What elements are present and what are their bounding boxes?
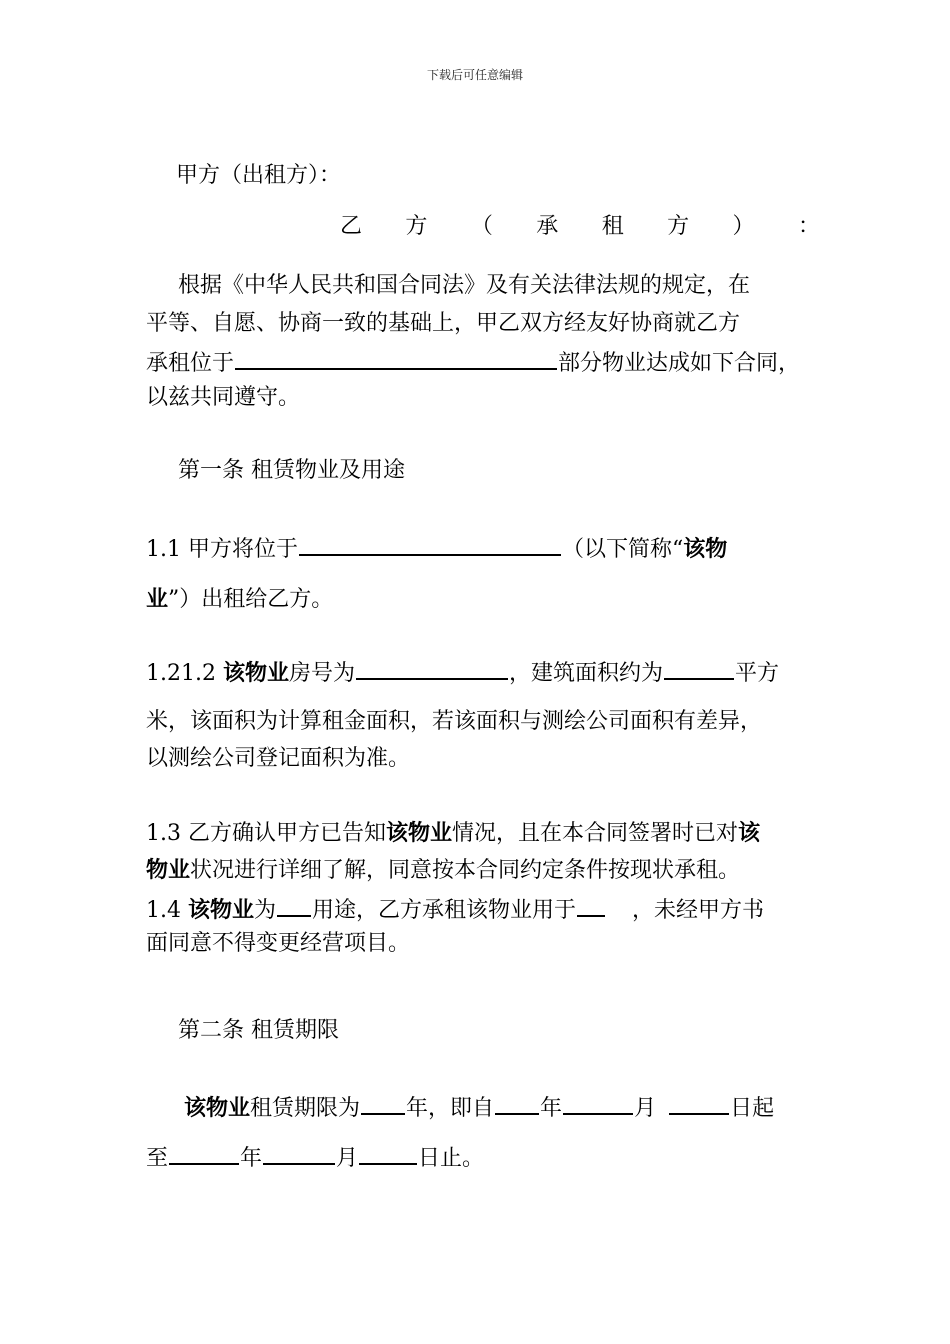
article-2-title: 第二条 租赁期限	[178, 1018, 339, 1043]
clause-text: 平方	[735, 661, 780, 686]
clause-text: （以下简称“	[561, 537, 684, 562]
clause-text: 房号为	[288, 661, 355, 686]
defined-term: 该物	[683, 536, 728, 562]
clause-1-3-line-2	[146, 855, 740, 886]
clause-text: 至	[146, 1146, 169, 1171]
party-b-label	[340, 212, 820, 242]
party-b-char: ：	[797, 214, 820, 239]
room-number-blank[interactable]	[356, 656, 508, 680]
clause-1-2-line-1	[146, 656, 779, 689]
clause-1-3-line-1	[146, 818, 760, 849]
start-day-blank[interactable]	[669, 1091, 729, 1115]
intro-line-1: 根据《中华人民共和国合同法》及有关法律法规的规定，在	[178, 273, 751, 298]
clause-text: 用途，乙方承租该物业用于	[312, 898, 577, 923]
clause-text: 日止。	[418, 1146, 485, 1171]
clause-1-4-line-1	[146, 893, 764, 926]
location-blank[interactable]	[235, 346, 557, 370]
use-blank[interactable]	[577, 893, 605, 917]
start-month-blank[interactable]	[563, 1091, 633, 1115]
clause-text: 月	[336, 1146, 359, 1171]
start-year-blank[interactable]	[495, 1091, 539, 1115]
purpose-blank[interactable]	[277, 893, 311, 917]
clause-text: 年，即自	[406, 1096, 495, 1121]
clause-text: ”）出租给乙方。	[168, 587, 334, 612]
page-header: 下载后可任意编辑	[426, 68, 523, 82]
clause-number: 1.4	[146, 898, 188, 923]
party-b-char: （	[470, 214, 493, 239]
property-location-blank[interactable]	[299, 532, 561, 556]
clause-text: 为	[254, 898, 277, 923]
defined-term: 该	[738, 820, 761, 846]
clause-text: ，建筑面积约为	[509, 661, 664, 686]
party-b-char: ）	[732, 214, 755, 239]
intro-text: 部分物业达成如下合同，	[558, 351, 801, 376]
term-line-2	[146, 1141, 484, 1174]
clause-text: 情况，且在本合同签署时已对	[452, 821, 739, 846]
party-b-char: 乙	[340, 214, 363, 239]
defined-term: 该物业	[222, 660, 289, 686]
term-line-1	[184, 1091, 774, 1124]
clause-1-1-line-1	[146, 532, 727, 565]
clause-text: ，未经甲方书	[632, 898, 765, 923]
defined-term: 物业	[146, 857, 191, 883]
party-b-char: 租	[601, 214, 624, 239]
party-a-label: 甲方（出租方）：	[176, 163, 342, 188]
clause-1-4-line-2: 面同意不得变更经营项目。	[146, 931, 411, 956]
intro-line-4: 以兹共同遵守。	[146, 385, 301, 410]
defined-term: 该物业	[385, 820, 452, 846]
party-b-char: 承	[536, 214, 559, 239]
clause-text: 年	[540, 1096, 563, 1121]
end-day-blank[interactable]	[359, 1141, 417, 1165]
clause-1-2-line-2: 米，该面积为计算租金面积，若该面积与测绘公司面积有差异，	[146, 709, 763, 734]
end-year-blank[interactable]	[169, 1141, 239, 1165]
clause-1-1-line-2	[146, 584, 333, 615]
party-b-char: 方	[667, 214, 690, 239]
intro-text: 承租位于	[146, 351, 235, 376]
clause-text: 1.1 甲方将位于	[146, 537, 298, 562]
clause-text: 1.3 乙方确认甲方已告知	[146, 821, 386, 846]
defined-term: 该物业	[187, 897, 254, 923]
clause-text: 状况进行详细了解，同意按本合同约定条件按现状承租。	[190, 858, 741, 883]
article-1-title: 第一条 租赁物业及用途	[178, 458, 405, 483]
intro-line-3	[146, 346, 800, 379]
party-b-char: 方	[405, 214, 428, 239]
defined-term: 业	[146, 586, 169, 612]
area-blank[interactable]	[664, 656, 734, 680]
end-month-blank[interactable]	[263, 1141, 335, 1165]
clause-text: 月	[634, 1096, 657, 1121]
clause-number: 1.21.2	[146, 661, 223, 686]
clause-text: 年	[240, 1146, 263, 1171]
clause-text: 日起	[730, 1096, 775, 1121]
intro-line-2: 平等、自愿、协商一致的基础上，甲乙双方经友好协商就乙方	[146, 311, 741, 336]
lease-years-blank[interactable]	[361, 1091, 405, 1115]
clause-1-2-line-3: 以测绘公司登记面积为准。	[146, 746, 411, 771]
defined-term: 该物业	[184, 1095, 251, 1121]
clause-text: 租赁期限为	[250, 1096, 361, 1121]
